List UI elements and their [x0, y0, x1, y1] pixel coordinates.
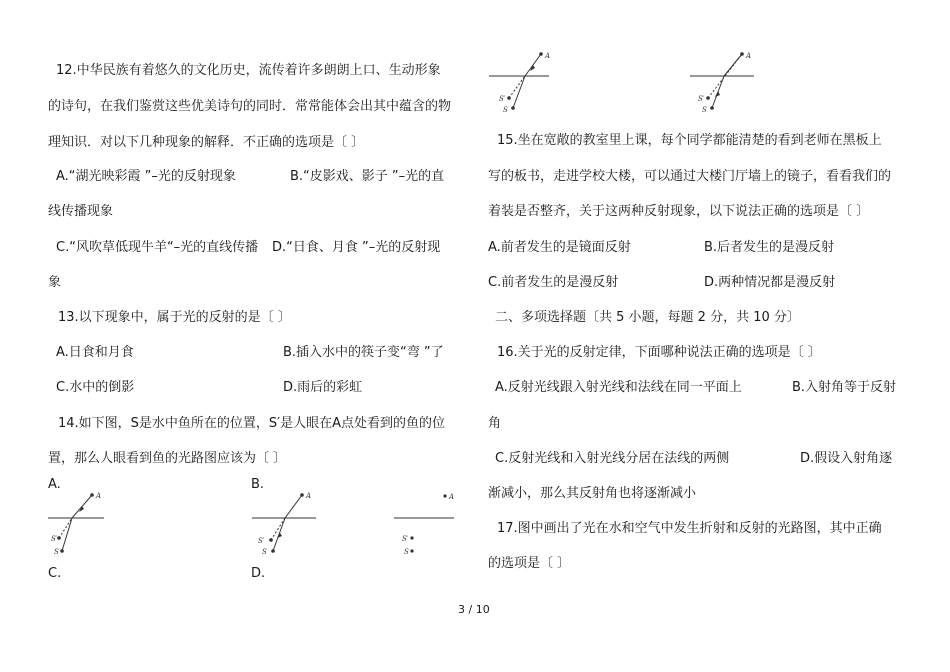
q15-line2: 写的板书，走进学校大楼，可以通过大楼门厅墙上的镜子，看看我们的 — [488, 169, 892, 184]
q14-figure-a — [46, 488, 108, 558]
q14-line2: 置，那么人眼看到鱼的光路图应该为〔 〕 — [48, 451, 287, 466]
q15-line3: 着装是否整齐，关于这两种反射现象，以下说法正确的选项是〔 〕 — [488, 204, 870, 219]
q13-option-b: B.插入水中的筷子变“弯 ”了 — [283, 345, 444, 360]
q15-line1: 15.坐在宽敞的教室里上课，每个同学都能清楚的看到老师在黑板上 — [497, 133, 882, 148]
q13-option-a: A.日食和月食 — [56, 345, 134, 360]
q16-option-b-cont: 角 — [488, 416, 502, 431]
label-a: A — [746, 52, 752, 60]
q17-line1: 17.图中画出了光在水和空气中发生折射和反射的光路图，其中正确 — [497, 521, 882, 536]
label-s-prime: S′ — [499, 95, 506, 103]
q12-option-c: C.“风吹草低现牛羊“–光的直线传播 — [56, 240, 259, 255]
q14-label-a: A. — [48, 477, 61, 492]
q12-line3: 理知识．对以下几种现象的解释．不正确的选项是〔 〕 — [48, 135, 365, 150]
q16-option-d: D.假设入射角逐 — [800, 451, 893, 466]
q16-option-c: C.反射光线和入射光线分居在法线的两侧 — [495, 451, 730, 466]
q16-stem: 16.关于光的反射定律，下面哪种说法正确的选项是〔 〕 — [497, 345, 821, 360]
q14-line1: 14.如下图，S是水中鱼所在的位置，S′是人眼在A点处看到的鱼的位 — [58, 416, 446, 431]
q12-option-d: D.“日食、月食 ”–光的反射现 — [272, 240, 441, 255]
q12-option-b-cont: 线传播现象 — [48, 204, 114, 219]
q16-option-a: A.反射光线跟入射光线和法线在同一平面上 — [495, 380, 742, 395]
q13-option-c: C.水中的倒影 — [56, 380, 135, 395]
page-number: 3 / 10 — [458, 603, 490, 616]
q12-line2: 的诗句，在我们鉴赏这些优美诗句的同时．常常能体会出其中蕴含的物 — [48, 99, 452, 114]
q15-option-c: C.前者发生的是漫反射 — [488, 275, 619, 290]
label-s: S — [702, 106, 707, 114]
q13-stem: 13.以下现象中，属于光的反射的是〔 〕 — [58, 310, 291, 325]
label-s-prime: S′ — [51, 535, 58, 543]
label-s: S — [54, 548, 59, 556]
q16-option-b: B.入射角等于反射 — [792, 380, 897, 395]
label-s: S — [262, 548, 267, 556]
section-2-heading: 二、多项选择题〔共 5 小题，每题 2 分，共 10 分〕 — [495, 310, 800, 325]
q12-option-a: A.“湖光映彩霞 ”–光的反射现象 — [56, 169, 236, 184]
q13-option-d: D.雨后的彩虹 — [283, 380, 363, 395]
label-s-prime: S′ — [258, 537, 265, 545]
q17-line2: 的选项是〔 〕 — [488, 556, 571, 571]
q14-label-b: B. — [251, 477, 265, 492]
q12-option-b: B.“皮影戏、影子 ”–光的直 — [290, 169, 445, 184]
q14-figure-c — [487, 48, 553, 118]
q14-label-d: D. — [251, 566, 266, 581]
label-a: A — [306, 492, 312, 500]
q15-option-a: A.前者发生的是镜面反射 — [488, 240, 631, 255]
q12-option-d-cont: 象 — [48, 275, 62, 290]
q15-option-d: D.两种情况都是漫反射 — [704, 275, 836, 290]
label-s-prime: S′ — [402, 535, 409, 543]
q16-option-d-cont: 渐减小，那么其反射角也将逐渐减小 — [488, 486, 697, 501]
label-a: A — [545, 52, 551, 60]
label-s: S — [503, 106, 508, 114]
q14-figure-partial — [392, 488, 456, 558]
q14-figure-d — [688, 48, 758, 118]
q14-figure-b — [250, 488, 320, 558]
label-a: A — [96, 492, 102, 500]
q14-label-c: C. — [48, 566, 62, 581]
q12-line1: 12.中华民族有着悠久的文化历史，流传着许多朗朗上口、生动形象 — [56, 63, 441, 78]
label-s-prime: S′ — [698, 95, 705, 103]
label-a: A — [449, 493, 455, 501]
q15-option-b: B.后者发生的是漫反射 — [704, 240, 835, 255]
label-s: S — [404, 548, 409, 556]
